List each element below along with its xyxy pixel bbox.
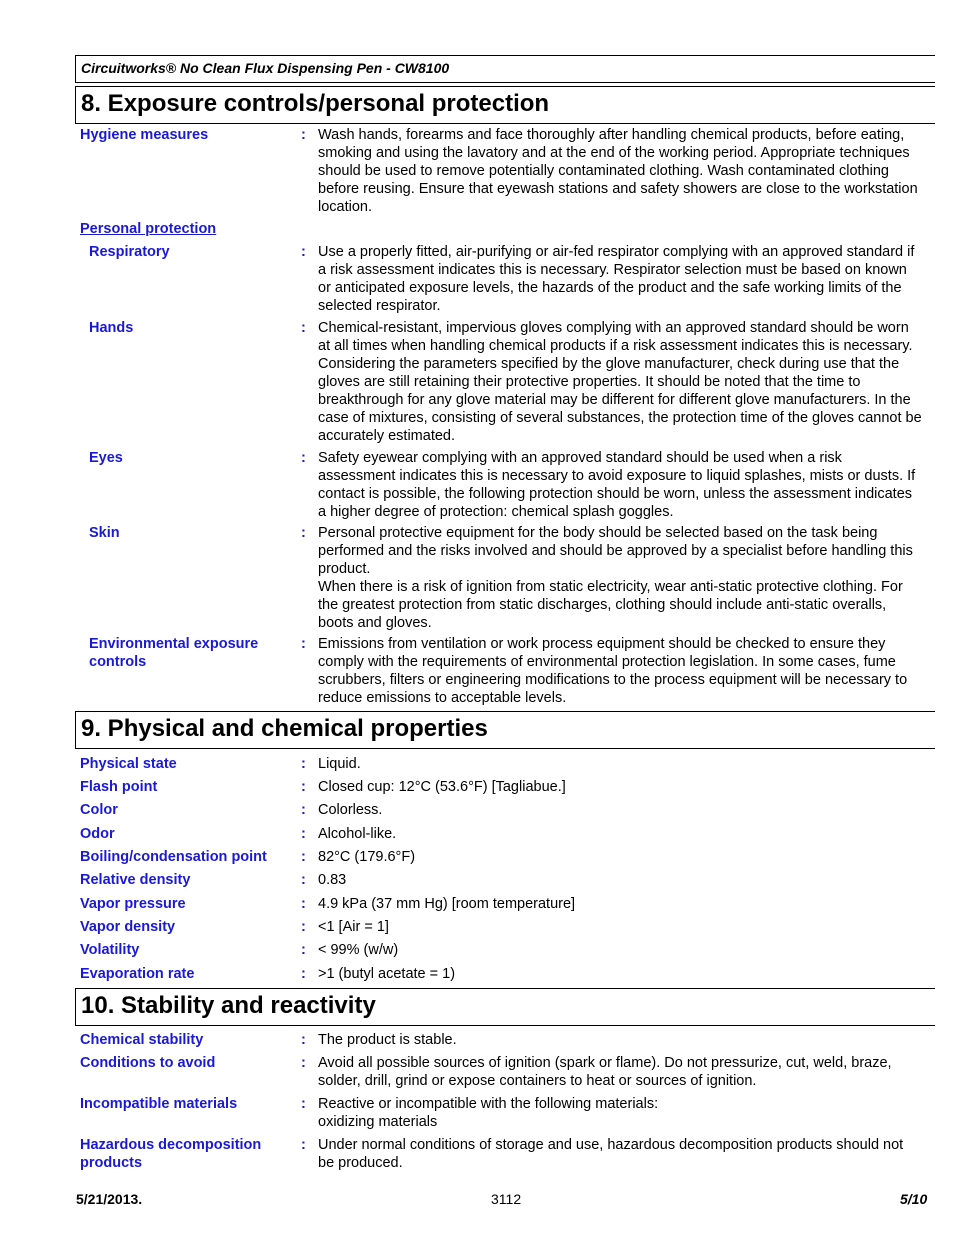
chemical-stability-label: Chemical stability xyxy=(80,1032,204,1048)
colon: : xyxy=(301,1032,306,1048)
hygiene-measures-label: Hygiene measures xyxy=(80,127,209,143)
respiratory-label: Respiratory xyxy=(89,244,170,260)
footer-code: 3112 xyxy=(491,1191,522,1207)
colon: : xyxy=(301,849,306,865)
property-value: 82°C (179.6°F) xyxy=(318,849,416,865)
property-label: Evaporation rate xyxy=(80,966,195,982)
respiratory-value: Use a properly fitted, air-purifying or air-fed respirator complying with an approved standard if a risk assessment indicates this is necessary. Respirator selection must be based on known or anticipated exposure levels, the hazards of the product and the safe working limits of the selected respirator. xyxy=(318,244,915,314)
property-value: < 99% (w/w) xyxy=(318,942,399,958)
footer-page-number: 5/10 xyxy=(900,1191,928,1207)
colon: : xyxy=(301,127,306,143)
property-label: Boiling/condensation point xyxy=(80,849,267,865)
skin-value-paragraph-1: Personal protective equipment for the body should be selected based on the task being performed and the risks involved and should be approved by a specialist before handling this product. xyxy=(318,525,913,577)
conditions-to-avoid-value: Avoid all possible sources of ignition (spark or flame). Do not pressurize, cut, weld, braze, solder, drill, grind or expose containers to heat or sources of ignition. xyxy=(318,1055,892,1089)
property-label: Volatility xyxy=(80,942,140,958)
colon: : xyxy=(301,872,306,888)
colon: : xyxy=(301,756,306,772)
section-8-title: 8. Exposure controls/personal protection xyxy=(75,86,935,124)
incompatible-materials-value xyxy=(318,1095,923,1131)
property-label: Odor xyxy=(80,826,115,842)
property-value: <1 [Air = 1] xyxy=(318,919,389,935)
colon: : xyxy=(301,896,306,912)
colon: : xyxy=(301,450,306,466)
property-label: Physical state xyxy=(80,756,177,772)
hazardous-decomposition-label: Hazardous decomposition products xyxy=(80,1137,262,1171)
colon: : xyxy=(301,966,306,982)
eyes-label: Eyes xyxy=(89,450,123,466)
section-9-title: 9. Physical and chemical properties xyxy=(75,711,935,749)
colon: : xyxy=(301,826,306,842)
colon: : xyxy=(301,1055,306,1071)
hygiene-measures-value: Wash hands, forearms and face thoroughly after handling chemical products, before eating, smoking and using the lavatory and at the end of the working period. Appropriate techniques should be used to remove potentially contaminated clothing. Wash contaminated clothing before reusing. Ensure that eyewash stations and safety showers are close to the workstation location. xyxy=(318,127,918,215)
colon: : xyxy=(301,320,306,336)
colon: : xyxy=(301,942,306,958)
property-value: Closed cup: 12°C (53.6°F) [Tagliabue.] xyxy=(318,779,566,795)
colon: : xyxy=(301,525,306,541)
property-value: Alcohol-like. xyxy=(318,826,397,842)
skin-value-paragraph-2: When there is a risk of ignition from static electricity, wear anti-static protective clothing. For the greatest protection from static discharges, clothing should include anti-static overalls, boots and gloves. xyxy=(318,579,903,631)
colon: : xyxy=(301,244,306,260)
colon: : xyxy=(301,919,306,935)
property-value: Liquid. xyxy=(318,756,361,772)
colon: : xyxy=(301,1137,306,1153)
skin-value xyxy=(318,524,923,632)
conditions-to-avoid-label: Conditions to avoid xyxy=(80,1055,216,1071)
incompatible-materials-label: Incompatible materials xyxy=(80,1096,238,1112)
skin-label: Skin xyxy=(89,525,120,541)
property-label: Relative density xyxy=(80,872,191,888)
property-value: >1 (butyl acetate = 1) xyxy=(318,966,456,982)
property-value: 0.83 xyxy=(318,872,347,888)
hands-value: Chemical-resistant, impervious gloves complying with an approved standard should be worn at all times when handling chemical products if a risk assessment indicates this is necessary. Considering the parameters specified by the glove manufacturer, check during use that the gloves are still retaining their protective properties. It should be noted that the time to breakthrough for any glove material may be different for different glove manufacturers. In the case of mixtures, consisting of several substances, the protection time of the gloves cannot be accurately estimated. xyxy=(318,320,922,444)
incompatible-materials-line-1: Reactive or incompatible with the following materials: xyxy=(318,1096,659,1112)
hazardous-decomposition-value: Under normal conditions of storage and use, hazardous decomposition products should not be produced. xyxy=(318,1137,904,1171)
environmental-label: Environmental exposure controls xyxy=(89,636,259,670)
footer-date: 5/21/2013. xyxy=(76,1191,143,1207)
chemical-stability-value: The product is stable. xyxy=(318,1032,457,1048)
colon: : xyxy=(301,779,306,795)
colon: : xyxy=(301,802,306,818)
colon: : xyxy=(301,636,306,652)
document-header: Circuitworks® No Clean Flux Dispensing Pen - CW8100 xyxy=(75,55,935,83)
property-label: Vapor density xyxy=(80,919,176,935)
hands-label: Hands xyxy=(89,320,134,336)
incompatible-materials-line-2: oxidizing materials xyxy=(318,1114,438,1130)
property-label: Color xyxy=(80,802,118,818)
property-label: Flash point xyxy=(80,779,158,795)
eyes-value: Safety eyewear complying with an approved standard should be used when a risk assessment indicates this is necessary to avoid exposure to liquid splashes, mists or dusts. If contact is possible, the following protection should be worn, unless the assessment indicates a higher degree of protection: chemical splash goggles. xyxy=(318,450,916,520)
colon: : xyxy=(301,1096,306,1112)
property-value: Colorless. xyxy=(318,802,383,818)
personal-protection-link[interactable]: Personal protection xyxy=(80,221,217,237)
property-label: Vapor pressure xyxy=(80,896,186,912)
property-value: 4.9 kPa (37 mm Hg) [room temperature] xyxy=(318,896,576,912)
section-10-title: 10. Stability and reactivity xyxy=(75,988,935,1026)
environmental-value: Emissions from ventilation or work process equipment should be checked to ensure they comply with the requirements of environmental protection legislation. In some cases, fume scrubbers, filters or engineering modifications to the process equipment will be necessary to reduce emissions to acceptable levels. xyxy=(318,636,908,706)
